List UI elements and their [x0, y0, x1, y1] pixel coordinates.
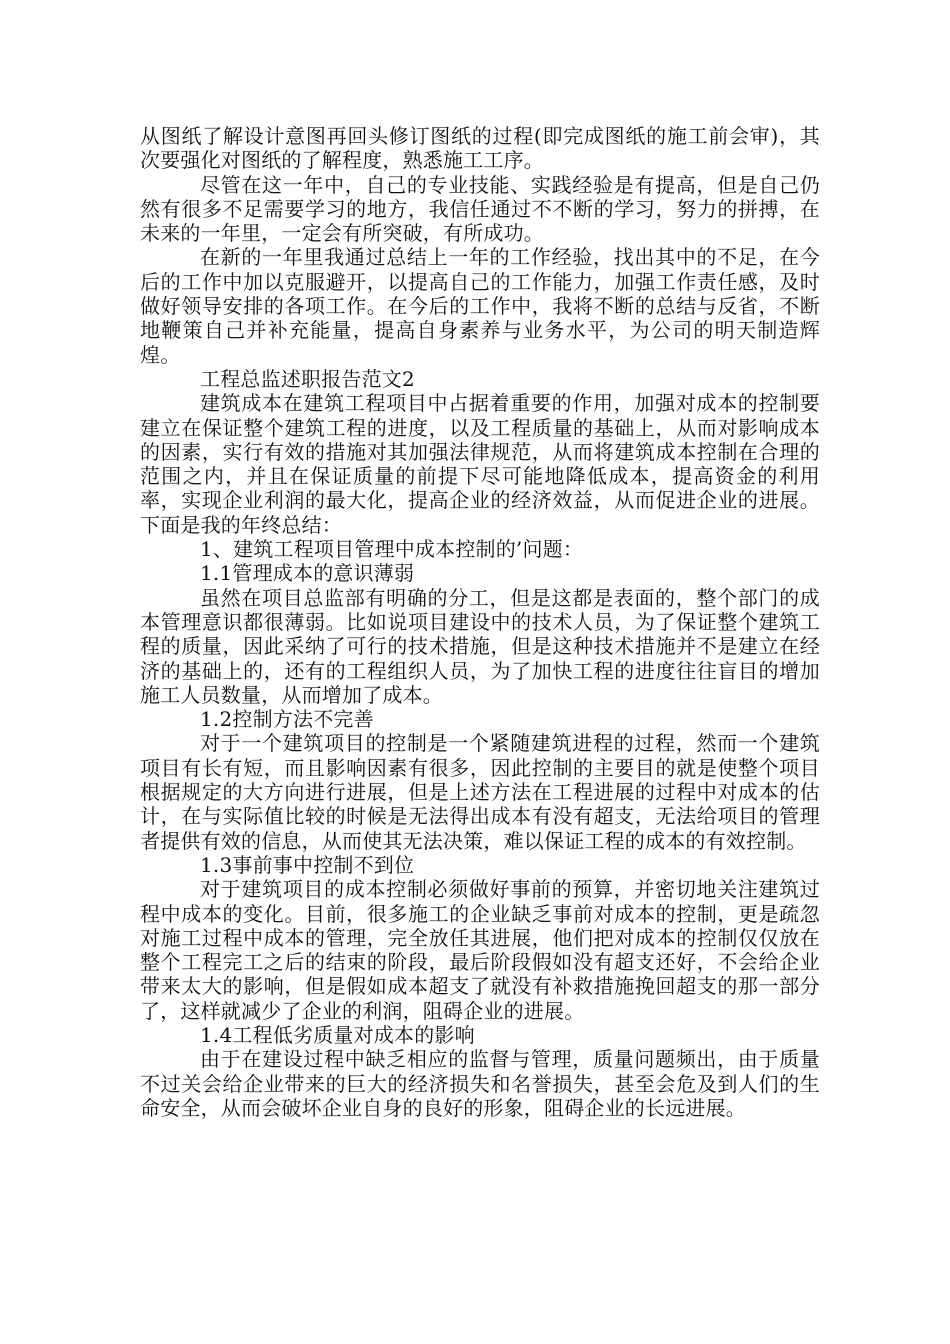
paragraph: 尽管在这一年中，自己的专业技能、实践经验是有提高，但是自己仍然有很多不足需要学习的地方，我信任通过不不断的学习，努力的拼搏，在未来的一年里，一定会有所突破，有所成功。: [140, 172, 820, 246]
subsection-heading: 1.3事前事中控制不到位: [200, 852, 415, 877]
section-heading: 1、建筑工程项目管理中成本控制的’问题：: [200, 537, 584, 562]
subsection-heading: 1.4工程低劣质量对成本的影响: [200, 1022, 475, 1047]
document-body: [140, 124, 820, 1120]
paragraph: 在新的一年里我通过总结上一年的工作经验，找出其中的不足，在今后的工作中加以克服避开，以提高自己的工作能力，加强工作责任感，及时做好领导安排的各项工作。在今后的工作中，我将不断的总结与反省，不断地鞭策自己并补充能量，提高自身素养与业务水平，为公司的明天制造辉煌。: [140, 245, 820, 367]
section-title: 工程总监述职报告范文2: [200, 366, 415, 391]
paragraph: 从图纸了解设计意图再回头修订图纸的过程(即完成图纸的施工前会审)，其次要强化对图纸的了解程度，熟悉施工工序。: [140, 124, 820, 173]
paragraph: 对于建筑项目的成本控制必须做好事前的预算，并密切地关注建筑过程中成本的变化。目前，很多施工的企业缺乏事前对成本的控制，更是疏忽对施工过程中成本的管理，完全放任其进展，他们把对成本的控制仅仅放在整个工程完工之后的结束的阶段，最后阶段假如没有超支还好，不会给企业带来太大的影响，但是假如成本超支了就没有补救措施挽回超支的那一部分了，这样就减少了企业的利润，阻碍企业的进展。: [140, 877, 820, 1023]
paragraph: 由于在建设过程中缺乏相应的监督与管理，质量问题频出，由于质量不过关会给企业带来的巨大的经济损失和名誉损失，甚至会危及到人们的生命安全，从而会破坏企业自身的良好的形象，阻碍企业的长远进展。: [140, 1047, 820, 1120]
paragraph: 虽然在项目总监部有明确的分工，但是这都是表面的，整个部门的成本管理意识都很薄弱。比如说项目建设中的技术人员，为了保证整个建筑工程的质量，因此采纳了可行的技术措施，但是这种技术措施并不是建立在经济的基础上的，还有的工程组织人员，为了加快工程的进度往往盲目的增加施工人员数量，从而增加了成本。: [140, 585, 820, 707]
subsection-heading: 1.1管理成本的意识薄弱: [200, 561, 415, 586]
paragraph: 建筑成本在建筑工程项目中占据着重要的作用，加强对成本的控制要建立在保证整个建筑工程的进度，以及工程质量的基础上，从而对影响成本的因素，实行有效的措施对其加强法律规范，从而将建筑成本控制在合理的范围之内，并且在保证质量的前提下尽可能地降低成本，提高资金的利用率，实现企业利润的最大化，提高企业的经济效益，从而促进企业的进展。下面是我的年终总结：: [140, 391, 820, 537]
subsection-heading: 1.2控制方法不完善: [200, 707, 374, 732]
paragraph: 对于一个建筑项目的控制是一个紧随建筑进程的过程，然而一个建筑项目有长有短，而且影响因素有很多，因此控制的主要目的就是使整个项目根据规定的大方向进行进展，但是上述方法在工程进展的过程中对成本的估计，在与实际值比较的时候是无法得出成本有没有超支，无法给项目的管理者提供有效的信息，从而使其无法决策，难以保证工程的成本的有效控制。: [140, 731, 820, 853]
